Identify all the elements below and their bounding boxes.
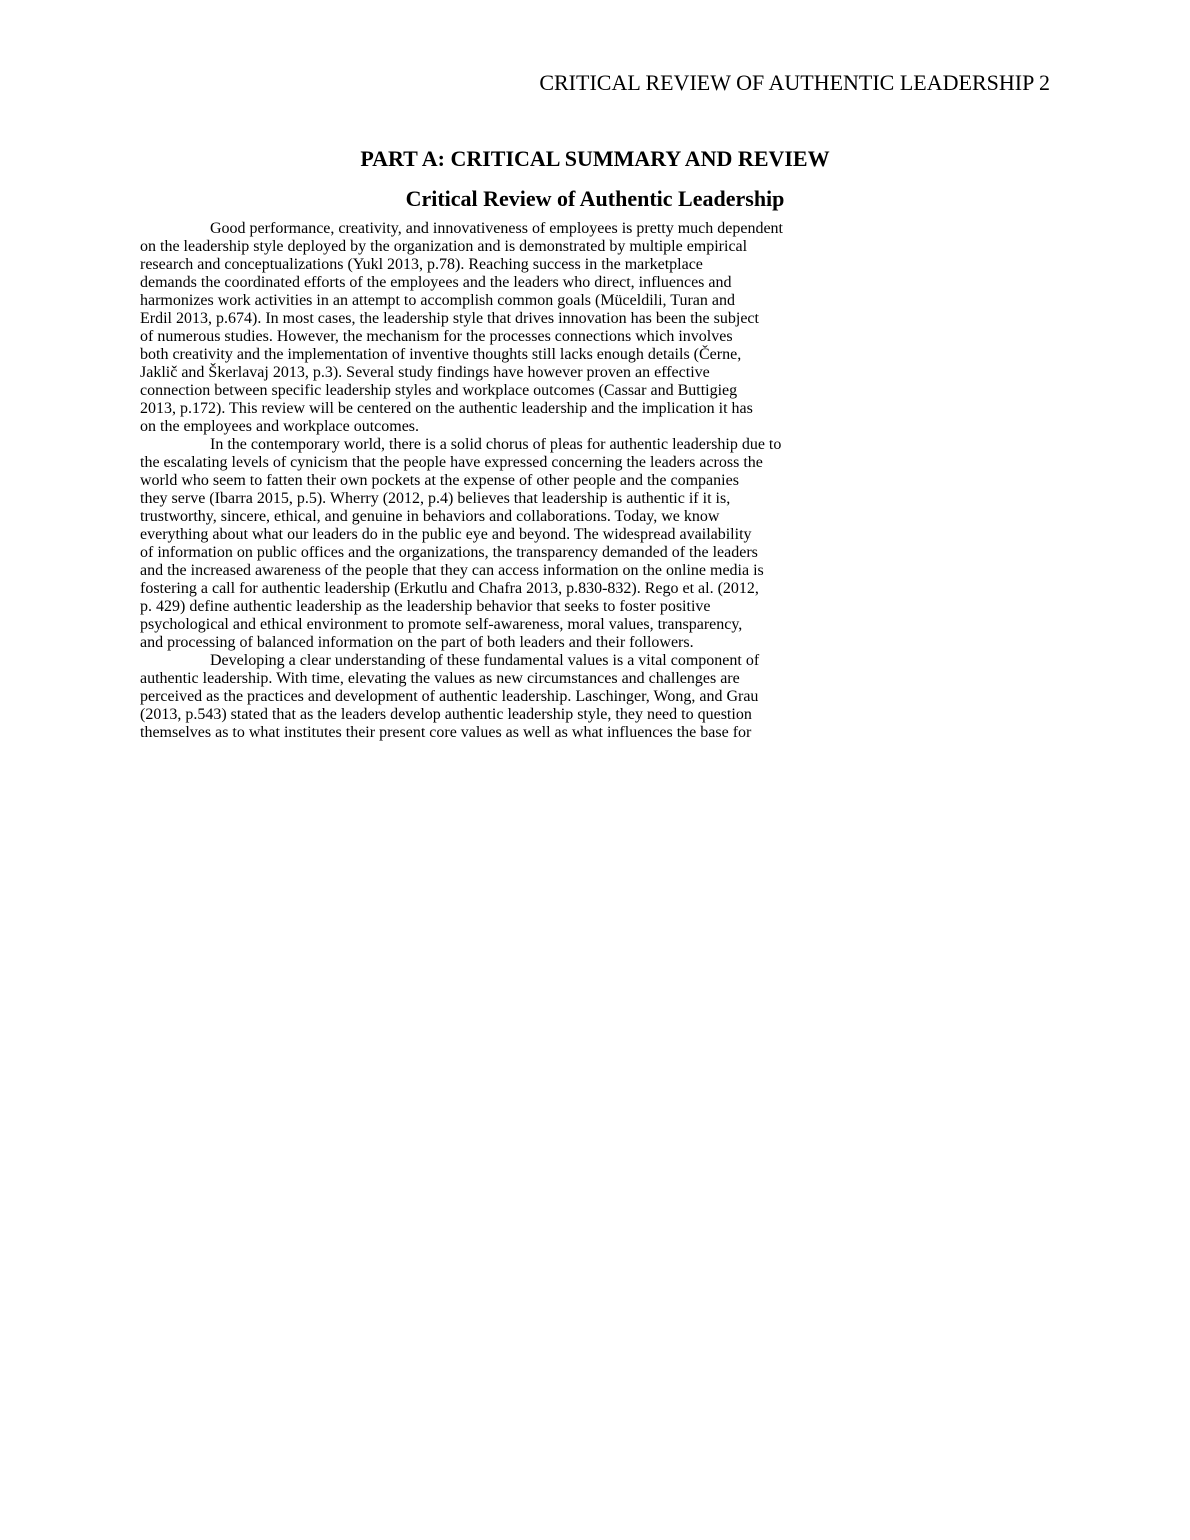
paragraph-line: Developing a clear understanding of these fundamental values is a vital component of [210,651,760,669]
paragraph-3 [140,652,1050,742]
paragraph-line: everything about what our leaders do in the public eye and beyond. The widespread availability [140,525,752,543]
document-body [140,139,1050,742]
paragraph-line: demands the coordinated efforts of the employees and the leaders who direct, influences and [140,273,732,291]
paragraph-line: the escalating levels of cynicism that the people have expressed concerning the leaders across the [140,453,763,471]
paragraph-line: In the contemporary world, there is a solid chorus of pleas for authentic leadership due to [210,435,782,453]
part-title: PART A: CRITICAL SUMMARY AND REVIEW [360,146,830,171]
paragraph-line: (2013, p.543) stated that as the leaders develop authentic leadership style, they need to question [140,705,752,723]
paragraph-line: research and conceptualizations (Yukl 2013, p.78). Reaching success in the marketplace [140,255,703,273]
paragraph-line: Jaklič and Škerlavaj 2013, p.3). Several study findings have however proven an effective [140,363,710,381]
paragraph-line: connection between specific leadership styles and workplace outcomes (Cassar and Buttigieg [140,381,738,399]
paragraph-line: fostering a call for authentic leadership (Erkutlu and Chafra 2013, p.830-832). Rego et al. (2012, [140,579,759,597]
paragraph-line: perceived as the practices and development of authentic leadership. Laschinger, Wong, and Grau [140,687,759,705]
paragraph-2 [140,436,1050,652]
paragraph-line: on the employees and workplace outcomes. [140,417,420,435]
running-head: CRITICAL REVIEW OF AUTHENTIC LEADERSHIP 2 [539,70,1050,95]
paragraph-line: 2013, p.172). This review will be centered on the authentic leadership and the implication it has [140,399,753,417]
paragraph-line: on the leadership style deployed by the organization and is demonstrated by multiple empirical [140,237,748,255]
paragraph-line: Erdil 2013, p.674). In most cases, the leadership style that drives innovation has been the subject [140,309,759,327]
paragraph-line: both creativity and the implementation of inventive thoughts still lacks enough details (Černe, [140,345,742,363]
paragraph-line: psychological and ethical environment to promote self-awareness, moral values, transparency, [140,615,743,633]
paragraph-line: they serve (Ibarra 2015, p.5). Wherry (2012, p.4) believes that leadership is authentic if it is, [140,489,731,507]
paragraph-line: authentic leadership. With time, elevating the values as new circumstances and challenges are [140,669,740,687]
paragraph-line: trustworthy, sincere, ethical, and genuine in behaviors and collaborations. Today, we know [140,507,720,525]
paragraph-line: and the increased awareness of the people that they can access information on the online media is [140,561,764,579]
paragraph-line: harmonizes work activities in an attempt to accomplish common goals (Müceldili, Turan and [140,291,735,309]
paragraph-line: of information on public offices and the organizations, the transparency demanded of the leaders [140,543,758,561]
paragraph-line: p. 429) define authentic leadership as the leadership behavior that seeks to foster positive [140,597,711,615]
paragraph-line: and processing of balanced information on the part of both leaders and their followers. [140,633,694,651]
paragraph-line: world who seem to fatten their own pockets at the expense of other people and the companies [140,471,739,489]
paragraph-line: Good performance, creativity, and innovativeness of employees is pretty much dependent [210,219,783,237]
paragraph-1 [140,220,1050,436]
section-title: Critical Review of Authentic Leadership [405,186,785,212]
paragraph-line: of numerous studies. However, the mechanism for the processes connections which involves [140,327,733,345]
paragraph-line: themselves as to what institutes their present core values as well as what influences the base for [140,723,752,741]
